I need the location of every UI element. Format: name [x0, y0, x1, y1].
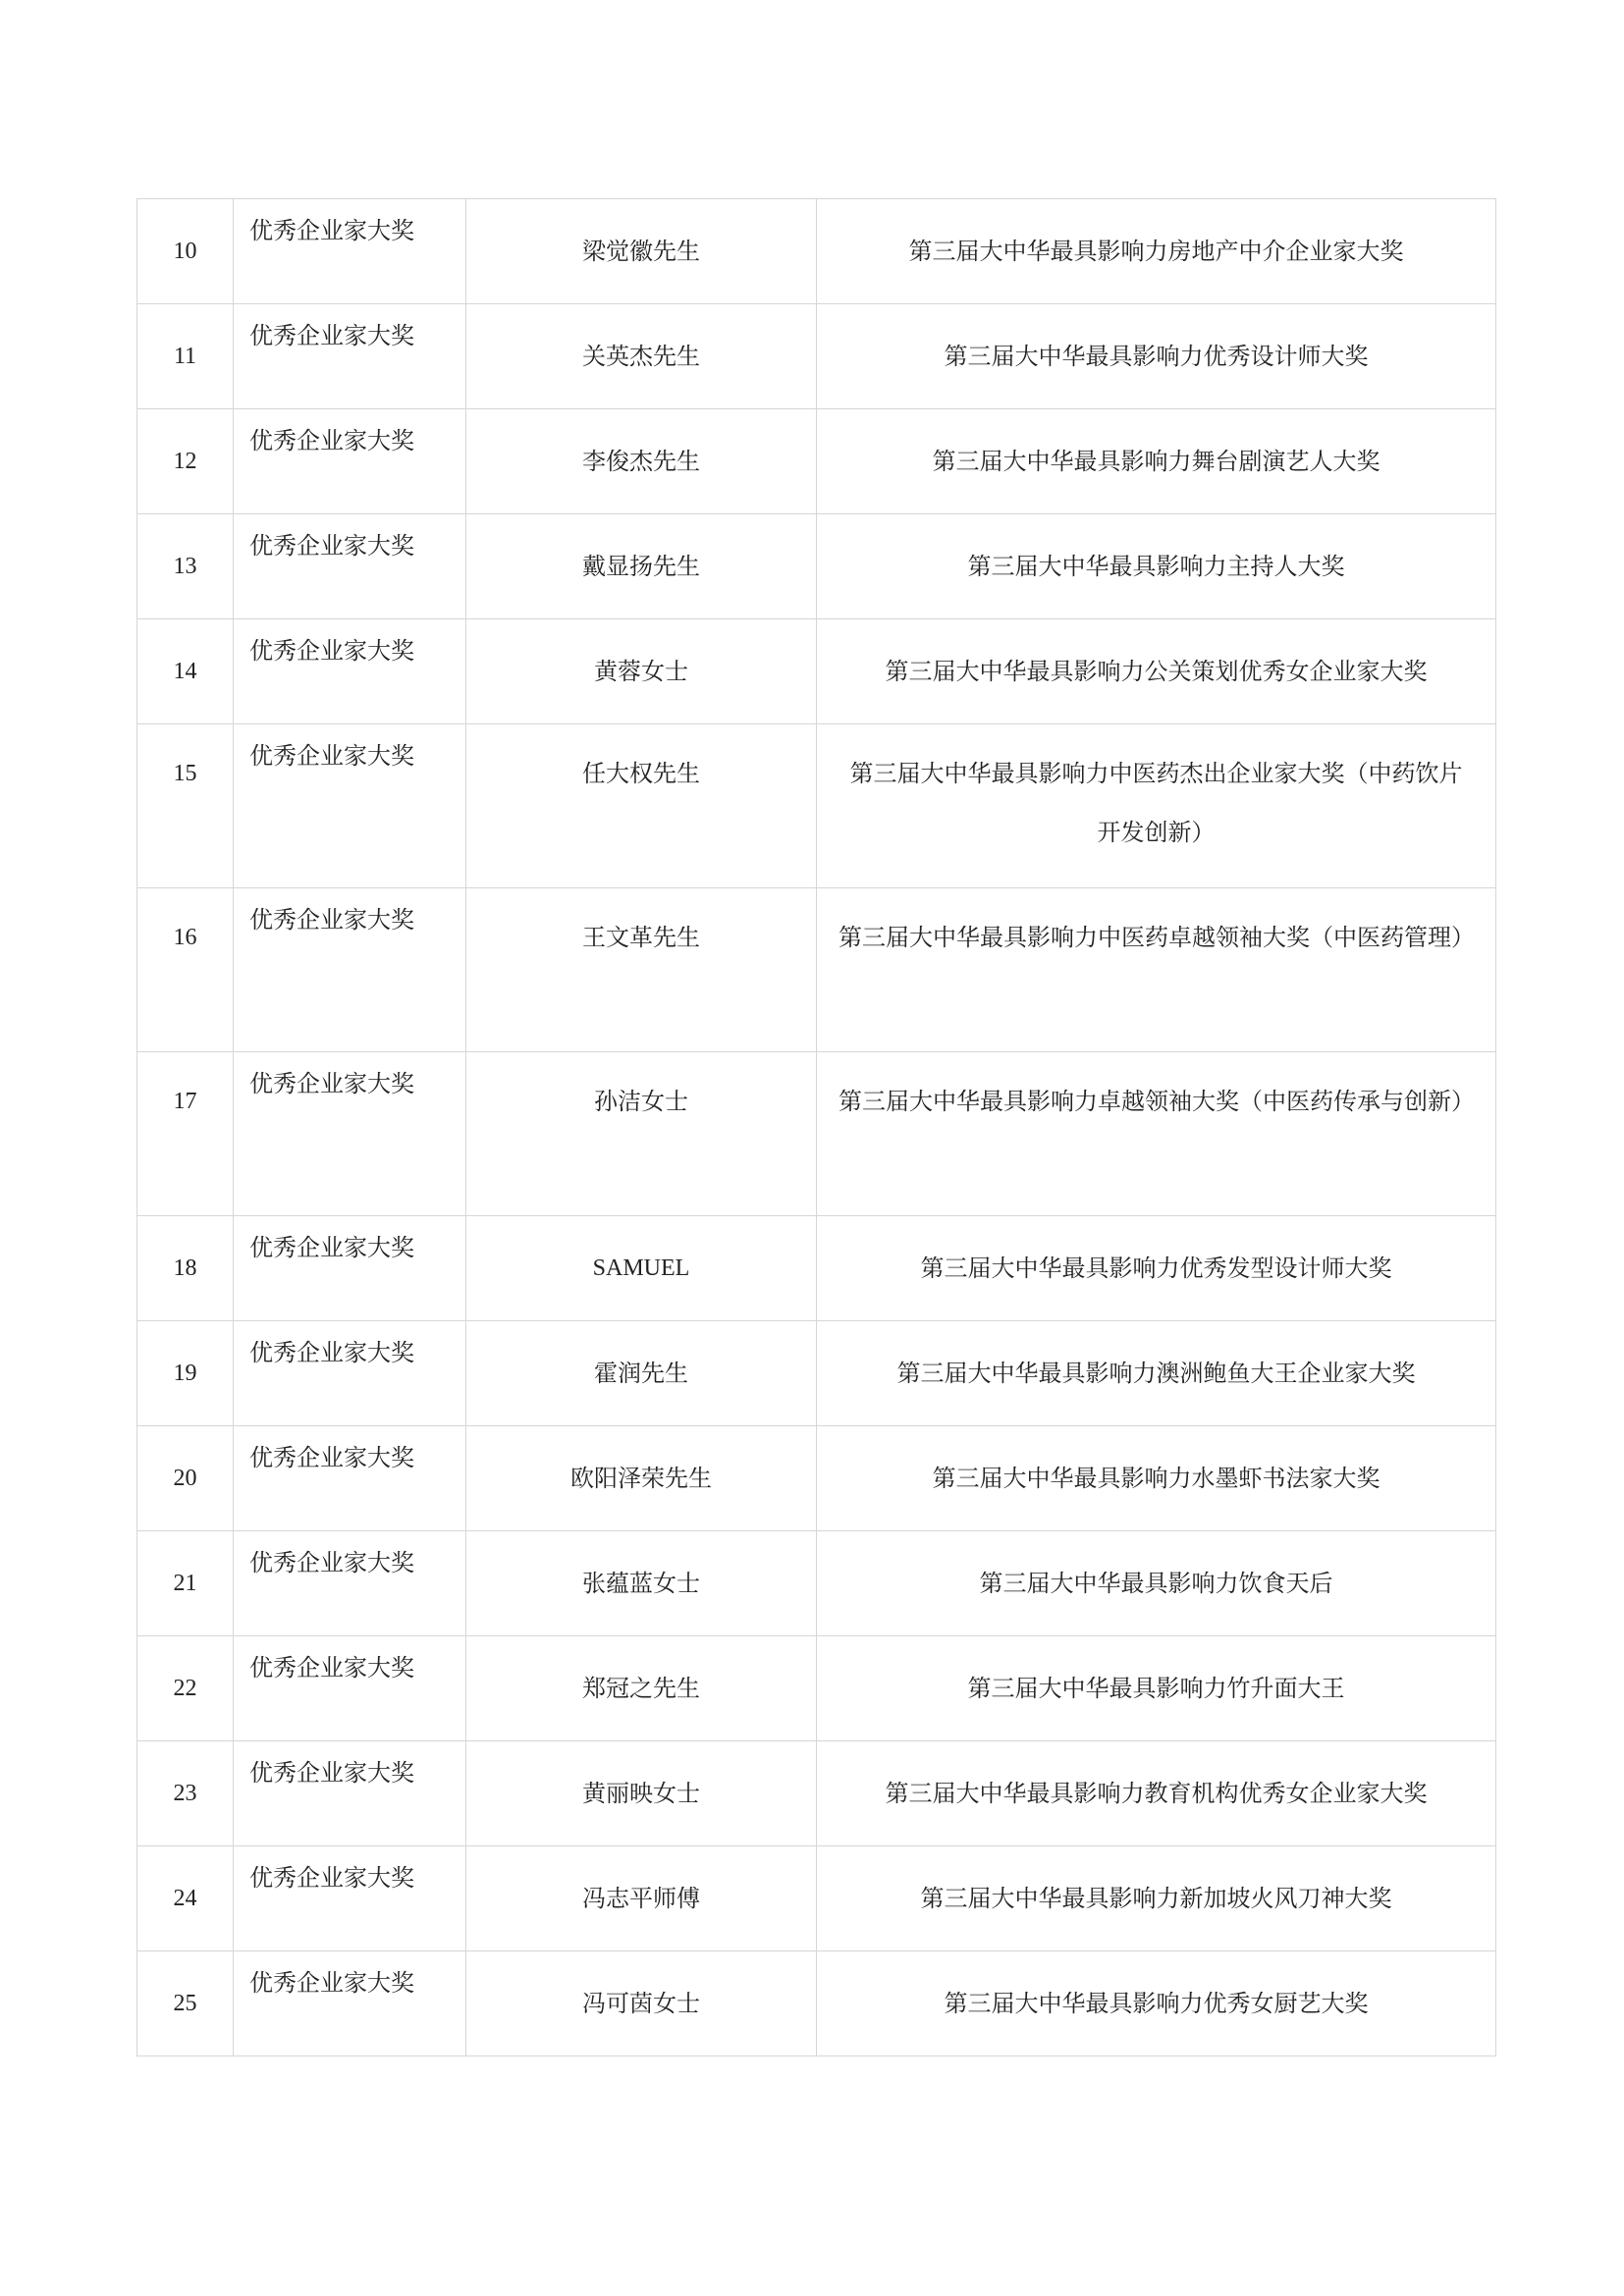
- winner-name: 张蕴蓝女士: [466, 1531, 817, 1636]
- award-title: 第三届大中华最具影响力新加坡火风刀神大奖: [817, 1846, 1496, 1951]
- table-row: [137, 1321, 1496, 1426]
- award-category: 优秀企业家大奖: [234, 1426, 466, 1531]
- winner-name: 孙洁女士: [466, 1052, 817, 1216]
- award-title: 第三届大中华最具影响力卓越领袖大奖（中医药传承与创新）: [817, 1052, 1496, 1216]
- award-category: 优秀企业家大奖: [234, 1636, 466, 1741]
- row-number: 25: [137, 1951, 234, 2056]
- row-number: 14: [137, 619, 234, 724]
- award-title: 第三届大中华最具影响力教育机构优秀女企业家大奖: [817, 1741, 1496, 1846]
- row-number: 19: [137, 1321, 234, 1426]
- row-number: 24: [137, 1846, 234, 1951]
- table-row: [137, 1052, 1496, 1216]
- winner-name: 任大权先生: [466, 724, 817, 888]
- award-title: 第三届大中华最具影响力饮食天后: [817, 1531, 1496, 1636]
- award-category: 优秀企业家大奖: [234, 1951, 466, 2056]
- award-category: 优秀企业家大奖: [234, 1531, 466, 1636]
- award-category: 优秀企业家大奖: [234, 1052, 466, 1216]
- award-title: 第三届大中华最具影响力优秀发型设计师大奖: [817, 1216, 1496, 1321]
- row-number: 22: [137, 1636, 234, 1741]
- award-category: 优秀企业家大奖: [234, 1741, 466, 1846]
- award-title: 第三届大中华最具影响力水墨虾书法家大奖: [817, 1426, 1496, 1531]
- table-row: [137, 304, 1496, 409]
- winner-name: 梁觉徽先生: [466, 199, 817, 304]
- winner-name: 李俊杰先生: [466, 409, 817, 514]
- table-row: [137, 1741, 1496, 1846]
- award-category: 优秀企业家大奖: [234, 619, 466, 724]
- winner-name: SAMUEL: [466, 1216, 817, 1321]
- row-number: 20: [137, 1426, 234, 1531]
- award-category: 优秀企业家大奖: [234, 409, 466, 514]
- award-title: 第三届大中华最具影响力澳洲鲍鱼大王企业家大奖: [817, 1321, 1496, 1426]
- winner-name: 黄丽映女士: [466, 1741, 817, 1846]
- award-table: [136, 198, 1496, 2056]
- row-number: 10: [137, 199, 234, 304]
- table-row: [137, 888, 1496, 1052]
- award-category: 优秀企业家大奖: [234, 1321, 466, 1426]
- award-title: 第三届大中华最具影响力主持人大奖: [817, 514, 1496, 619]
- award-title: 第三届大中华最具影响力公关策划优秀女企业家大奖: [817, 619, 1496, 724]
- winner-name: 欧阳泽荣先生: [466, 1426, 817, 1531]
- table-row: [137, 409, 1496, 514]
- table-row: [137, 1846, 1496, 1951]
- award-category: 优秀企业家大奖: [234, 1846, 466, 1951]
- table-row: [137, 1951, 1496, 2056]
- winner-name: 王文革先生: [466, 888, 817, 1052]
- award-category: 优秀企业家大奖: [234, 1216, 466, 1321]
- row-number: 21: [137, 1531, 234, 1636]
- award-title: 第三届大中华最具影响力中医药杰出企业家大奖（中药饮片开发创新）: [817, 724, 1496, 888]
- award-table-body: [137, 199, 1496, 2056]
- award-title: 第三届大中华最具影响力优秀女厨艺大奖: [817, 1951, 1496, 2056]
- table-row: [137, 619, 1496, 724]
- table-row: [137, 724, 1496, 888]
- winner-name: 冯可茵女士: [466, 1951, 817, 2056]
- table-row: [137, 1216, 1496, 1321]
- row-number: 23: [137, 1741, 234, 1846]
- winner-name: 关英杰先生: [466, 304, 817, 409]
- award-category: 优秀企业家大奖: [234, 888, 466, 1052]
- row-number: 15: [137, 724, 234, 888]
- row-number: 11: [137, 304, 234, 409]
- row-number: 16: [137, 888, 234, 1052]
- table-row: [137, 1531, 1496, 1636]
- award-category: 优秀企业家大奖: [234, 724, 466, 888]
- award-title: 第三届大中华最具影响力房地产中介企业家大奖: [817, 199, 1496, 304]
- row-number: 17: [137, 1052, 234, 1216]
- winner-name: 郑冠之先生: [466, 1636, 817, 1741]
- award-title: 第三届大中华最具影响力中医药卓越领袖大奖（中医药管理）: [817, 888, 1496, 1052]
- award-category: 优秀企业家大奖: [234, 304, 466, 409]
- row-number: 13: [137, 514, 234, 619]
- winner-name: 霍润先生: [466, 1321, 817, 1426]
- award-category: 优秀企业家大奖: [234, 514, 466, 619]
- row-number: 12: [137, 409, 234, 514]
- winner-name: 戴显扬先生: [466, 514, 817, 619]
- table-row: [137, 514, 1496, 619]
- award-title: 第三届大中华最具影响力竹升面大王: [817, 1636, 1496, 1741]
- table-row: [137, 1636, 1496, 1741]
- award-category: 优秀企业家大奖: [234, 199, 466, 304]
- table-row: [137, 1426, 1496, 1531]
- row-number: 18: [137, 1216, 234, 1321]
- award-title: 第三届大中华最具影响力优秀设计师大奖: [817, 304, 1496, 409]
- winner-name: 黄蓉女士: [466, 619, 817, 724]
- winner-name: 冯志平师傅: [466, 1846, 817, 1951]
- table-row: [137, 199, 1496, 304]
- award-title: 第三届大中华最具影响力舞台剧演艺人大奖: [817, 409, 1496, 514]
